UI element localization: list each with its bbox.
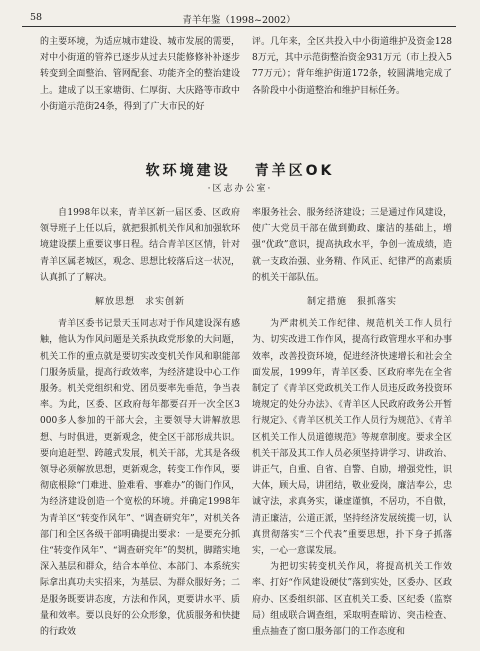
- left-intro-paragraph: 自1998年以来，青羊区新一届区委、区政府领导班子上任以后，就把狠抓机关作风和加强软环境建设摆上重要议事日程。结合青羊区区情，针对青羊区属老城区，观念、思想比较落后这一状况，认真抓了了解决。: [40, 208, 240, 283]
- article-title: [0, 160, 480, 180]
- page-number: 58: [30, 12, 43, 23]
- right-column: [252, 205, 452, 645]
- top-right-paragraph: 评。几年来，全区共投入中小街道维护及资金1288万元，其中示范街整治资金931万元（市上投入577万元）；背年维护街道172条，较圆满地完成了各阶段中小街道整治和维护目标任务。: [252, 37, 452, 96]
- right-subheading: 制定措施 狠抓落实: [306, 297, 397, 308]
- right-body-paragraph-2: 为把切实转变机关作风，将提高机关工作效率、打好“作风建设硬仗”落到实处，区委办、区政府办、区委组织部、区直机关工委、区纪委（监察局）组成联合调查组，采取明查暗访、突击检查、重点抽查了窗口服务部门的工作态度和: [252, 562, 452, 638]
- left-column: [40, 205, 240, 645]
- article-title-part1: 软环境建设: [145, 163, 231, 179]
- right-intro-paragraph: 率服务社会、服务经济建设；三是通过作风建设，使广大党员干部在做到勤政、廉洁的基础上，增强“优政”意识，提高执政水平，争创一流成绩，造就一支政治强、业务精、作风正、纪律严的高素质的机关干部队伍。: [252, 208, 452, 283]
- left-body-paragraph: 青羊区委书记景天玉同志对于作风建设深有感触，他认为作风问题是关系执政党形象的大问题，机关工作的重点就是要切实改变机关作风和职能部门服务质量，提高行政效率，为经济建设中心工作服务。机关党组织和党、团员要率先垂范，争当表率。为此，区委、区政府每年都要召开一次全区3000多人参加的干部大会，主要领导大讲解放思想、与时俱进，更新观念，使全区干部形成共识。要向追赶型、跨越式发展，机关干部，尤其是各级领导必须解放思想，更新观念，转变工作作风，要彻底根除“门难进、脸难看、事难办”的衙门作风，为经济建设创造一个宽松的环境。并确定1998年为青羊区“转变作风年”、“调查研究年”，对机关各部门和全区各级干部明确提出要求：一是要充分抓住“转变作风年”、“调查研究年”的契机，脚踏实地深入基层和群众，结合本单位、本部门、本系统实际拿出真功夫实招来，为基层、为群众服好务；二是服务既要讲态度，方法和作风，更要讲水平、质量和效率。要以良好的公众形象，优质服务和快捷的行政效: [40, 319, 240, 638]
- article-title-part2: 青羊区OK: [254, 163, 335, 179]
- page-header: [22, 8, 456, 27]
- left-subheading: 解放思想 求实创新: [94, 297, 185, 308]
- article-byline: ·区志办公室·: [207, 184, 273, 194]
- book-title: 青羊年鉴（1998~2002）: [182, 15, 296, 26]
- top-left-column: [40, 34, 240, 138]
- right-body-paragraph-1: 为严肃机关工作纪律、规范机关工作人员行为、切实改进工作作风，提高行政管理水平和办事效率，改善投资环境，促进经济快速增长和社会全面发展，1999年，青羊区委、区政府率先在全省制定了《青羊区党政机关工作人员违反政务投资环境规定的处分办法》、《青羊区人民政府政务公开暂行规定》、《青羊区机关工作人员行为规范》、《青羊区机关工作人员道德规范》等规章制度。要求全区机关干部及其工作人员必须坚持讲学习、讲政治、讲正气，自重、自省、自警、自励，增强党性，识大体，顾大局，讲团结，敬业爱岗，廉洁奉公，忠诚守法，求真务实，谦虚谨慎，不居功，不自傲，清正廉洁，公道正派，坚持经济发展统揽一切，认真贯彻落实“三个代表”重要思想，扑下身子抓落实，一心一意谋发展。: [252, 319, 452, 557]
- top-right-column: [252, 34, 452, 138]
- top-left-paragraph: 的主要环境，为适应城市建设、城市发展的需要，对中小街道的管养已逐步从过去只能修修补补逐步转变到全面整治、管网配套、功能齐全的整治建设上。建成了以王家塘街、仁厚街、大庆路等市政中小街道示范街24条，得到了广大市民的好: [40, 37, 240, 112]
